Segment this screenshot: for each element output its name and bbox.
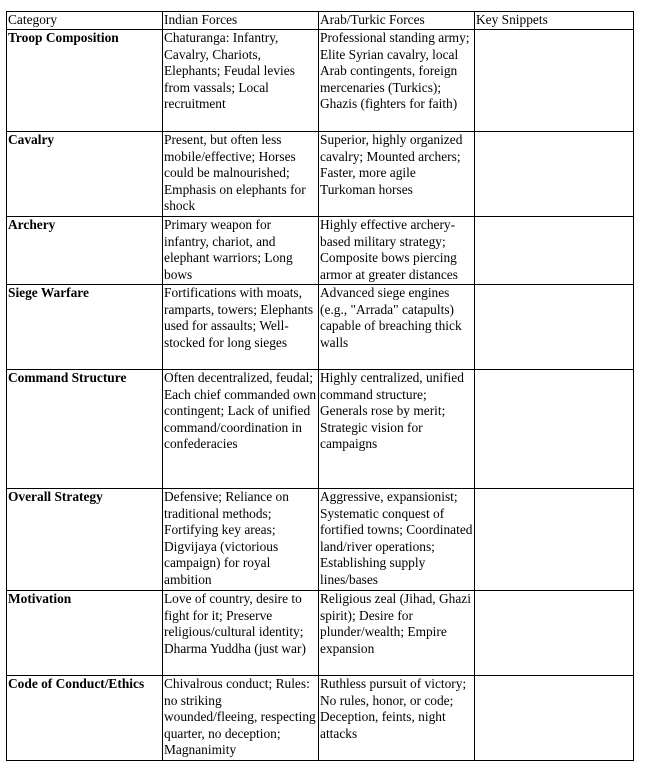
- key-snippets-cell: [475, 132, 634, 217]
- arab-turkic-forces-cell: Professional standing army; Elite Syrian cavalry, local Arab contingents, foreign mercenaries (Turkics); Ghazis (fighters for faith): [319, 30, 475, 132]
- row-category: Archery: [7, 217, 163, 285]
- key-snippets-cell: [475, 370, 634, 489]
- table-body: [7, 30, 634, 761]
- row-category: Siege Warfare: [7, 285, 163, 370]
- row-category: Motivation: [7, 591, 163, 676]
- indian-forces-cell: Often decentralized, feudal; Each chief commanded own contingent; Lack of unified command/coordination in confederacies: [163, 370, 319, 489]
- key-snippets-cell: [475, 30, 634, 132]
- arab-turkic-forces-cell: Ruthless pursuit of victory; No rules, honor, or code; Deception, feints, night attacks: [319, 676, 475, 761]
- key-snippets-cell: [475, 676, 634, 761]
- indian-forces-cell: Present, but often less mobile/effective; Horses could be malnourished; Emphasis on elephants for shock: [163, 132, 319, 217]
- arab-turkic-forces-cell: Highly centralized, unified command structure; Generals rose by merit; Strategic vision for campaigns: [319, 370, 475, 489]
- key-snippets-cell: [475, 489, 634, 591]
- table-row: [7, 132, 634, 217]
- row-category: Command Structure: [7, 370, 163, 489]
- arab-turkic-forces-cell: Highly effective archery-based military strategy; Composite bows piercing armor at greater distances: [319, 217, 475, 285]
- table-header: [7, 12, 634, 30]
- table-row: [7, 285, 634, 370]
- key-snippets-cell: [475, 285, 634, 370]
- comparison-table: [6, 11, 634, 761]
- indian-forces-cell: Primary weapon for infantry, chariot, and elephant warriors; Long bows: [163, 217, 319, 285]
- table-row: [7, 370, 634, 489]
- key-snippets-cell: [475, 591, 634, 676]
- table-row: [7, 676, 634, 761]
- table-row: [7, 591, 634, 676]
- arab-turkic-forces-cell: Advanced siege engines (e.g., "Arrada" catapults) capable of breaching thick walls: [319, 285, 475, 370]
- table-row: [7, 30, 634, 132]
- header-indian-forces: Indian Forces: [163, 12, 319, 30]
- table-row: [7, 217, 634, 285]
- header-row: [7, 12, 634, 30]
- row-category: Code of Conduct/Ethics: [7, 676, 163, 761]
- indian-forces-cell: Chivalrous conduct; Rules: no striking wounded/fleeing, respecting quarter, no deception; Magnanimity: [163, 676, 319, 761]
- header-arab-turkic-forces: Arab/Turkic Forces: [319, 12, 475, 30]
- table-row: [7, 489, 634, 591]
- indian-forces-cell: Defensive; Reliance on traditional methods; Fortifying key areas; Digvijaya (victorious campaign) for royal ambition: [163, 489, 319, 591]
- arab-turkic-forces-cell: Superior, highly organized cavalry; Mounted archers; Faster, more agile Turkoman horses: [319, 132, 475, 217]
- key-snippets-cell: [475, 217, 634, 285]
- row-category: Cavalry: [7, 132, 163, 217]
- indian-forces-cell: Love of country, desire to fight for it; Preserve religious/cultural identity; Dharma Yuddha (just war): [163, 591, 319, 676]
- arab-turkic-forces-cell: Religious zeal (Jihad, Ghazi spirit); Desire for plunder/wealth; Empire expansion: [319, 591, 475, 676]
- indian-forces-cell: Chaturanga: Infantry, Cavalry, Chariots, Elephants; Feudal levies from vassals; Local recruitment: [163, 30, 319, 132]
- row-category: Troop Composition: [7, 30, 163, 132]
- row-category: Overall Strategy: [7, 489, 163, 591]
- arab-turkic-forces-cell: Aggressive, expansionist; Systematic conquest of fortified towns; Coordinated land/river operations; Establishing supply lines/bases: [319, 489, 475, 591]
- indian-forces-cell: Fortifications with moats, ramparts, towers; Elephants used for assaults; Well-stocked for long sieges: [163, 285, 319, 370]
- header-key-snippets: Key Snippets: [475, 12, 634, 30]
- header-category: Category: [7, 12, 163, 30]
